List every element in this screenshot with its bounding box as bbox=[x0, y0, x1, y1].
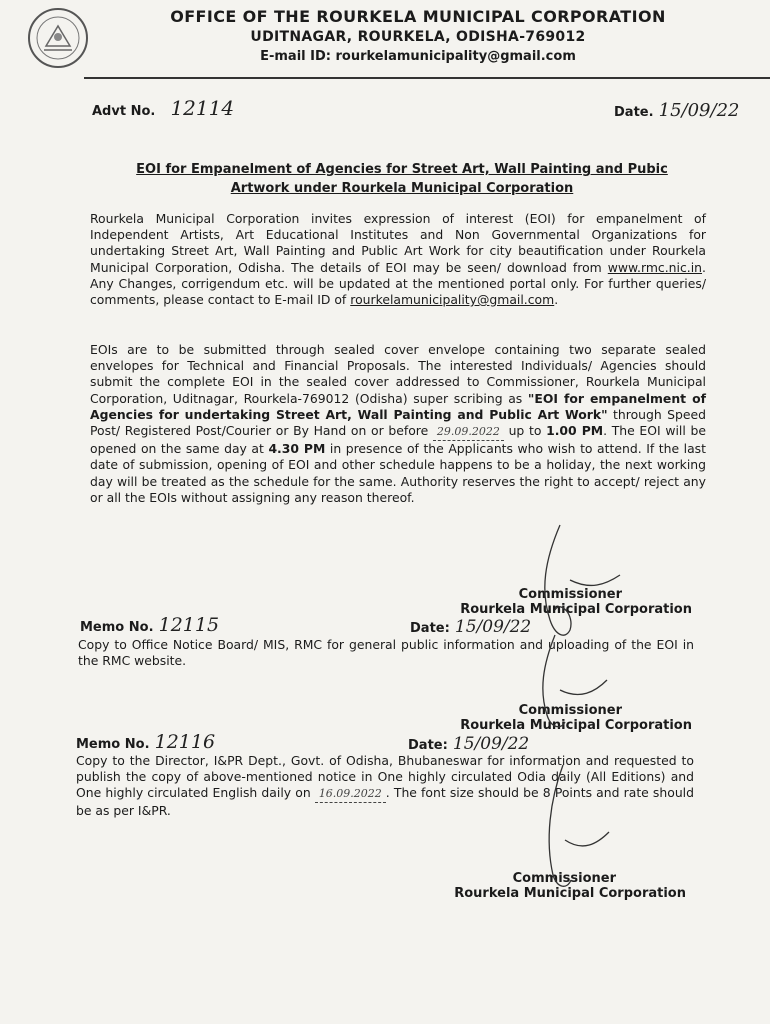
advt-date-value: 15/09/22 bbox=[658, 100, 740, 121]
memo2-text-b: . The font size should be 8 Points and rate should be as per I&PR. bbox=[76, 785, 694, 818]
notice-title bbox=[92, 160, 712, 198]
para1-text-a: Rourkela Municipal Corporation invites expression of interest (EOI) for empanelment of Independent Artists, Art Educational Institutes and Non Governmental Organizations for undertaking Street Art, Wall Painting and Public Art Work for city beautification under Rourkela Municipal Corporation, Odisha. The details of EOI may be seen/ download from bbox=[90, 211, 706, 275]
memo2-text-a: Copy to the Director, I&PR Dept., Govt. of Odisha, Bhubaneswar for information and requested to publish the copy of above-mentioned notice in One highly circulated Odia daily (All Editions) and One highly circulated English daily on bbox=[76, 753, 694, 800]
memo2-label: Memo No. bbox=[76, 737, 150, 752]
para2-text-d: . The EOI will be opened on the same day at bbox=[90, 423, 706, 457]
municipal-seal-icon bbox=[26, 6, 90, 70]
office-name: OFFICE OF THE ROURKELA MUNICIPAL CORPORATION bbox=[170, 7, 666, 26]
paragraph-intro bbox=[90, 211, 706, 308]
memo1-date-label: Date: bbox=[410, 621, 450, 636]
signature-title-2: Commissioner bbox=[518, 703, 622, 718]
signature-title-3: Commissioner bbox=[512, 871, 616, 886]
memo2-date-value: 15/09/22 bbox=[452, 734, 530, 754]
commissioner-signature-2 bbox=[515, 630, 615, 740]
para1-text-b: . Any Changes, corrigendum etc. will be updated at the mentioned portal only. For further queries/ comments, please contact to E-mail ID of bbox=[90, 259, 706, 308]
submission-date-fill: 29.09.2022 bbox=[433, 424, 504, 441]
memo2-number-value: 12116 bbox=[154, 731, 216, 753]
memo1-label: Memo No. bbox=[80, 620, 154, 635]
notice-title-line2: Artwork under Rourkela Municipal Corporation bbox=[230, 181, 574, 196]
para2-text-b: through Speed Post/ Registered Post/Courier or By Hand on or before bbox=[90, 406, 706, 439]
advt-date bbox=[614, 100, 739, 121]
office-address: UDITNAGAR, ROURKELA, ODISHA-769012 bbox=[250, 29, 586, 45]
submission-time: 1.00 PM bbox=[546, 423, 604, 439]
commissioner-signature-3 bbox=[515, 760, 615, 900]
signature-title: Commissioner bbox=[518, 587, 622, 602]
contact-email-link[interactable]: rourkelamunicipality@gmail.com bbox=[350, 292, 555, 308]
email-label: E-mail ID: bbox=[260, 49, 331, 64]
memo1-date-value: 15/09/22 bbox=[454, 617, 532, 637]
letterhead bbox=[118, 6, 718, 66]
advt-date-label: Date. bbox=[614, 105, 654, 120]
memo2-number bbox=[76, 731, 215, 753]
signature-org-2: Rourkela Municipal Corporation bbox=[460, 718, 692, 733]
office-email: rourkelamunicipality@gmail.com bbox=[335, 49, 576, 64]
signature-org: Rourkela Municipal Corporation bbox=[460, 602, 692, 617]
header-divider bbox=[84, 77, 770, 79]
memo2-date-label: Date: bbox=[408, 738, 448, 753]
notice-title-line1: EOI for Empanelment of Agencies for Street Art, Wall Painting and Pubic bbox=[136, 162, 668, 177]
para2-superscription: "EOI for empanelment of Agencies for undertaking Street Art, Wall Painting and Public Art Work" bbox=[90, 390, 706, 422]
advt-number bbox=[92, 96, 234, 120]
memo1-number bbox=[80, 614, 219, 636]
para2-text-c: up to bbox=[508, 423, 542, 439]
para1-text-c: . bbox=[554, 292, 559, 308]
advt-number-value: 12114 bbox=[170, 96, 235, 120]
advt-label: Advt No. bbox=[92, 104, 156, 119]
memo1-date bbox=[410, 617, 531, 637]
memo2-date bbox=[408, 734, 529, 754]
signature-org-3: Rourkela Municipal Corporation bbox=[454, 886, 686, 901]
publication-date-fill: 16.09.2022 bbox=[315, 786, 386, 803]
memo1-number-value: 12115 bbox=[158, 614, 220, 636]
memo1-text: Copy to Office Notice Board/ MIS, RMC for general public information and uploading of the EOI in the RMC website. bbox=[78, 637, 694, 668]
para2-text-a: EOIs are to be submitted through sealed cover envelope containing two separate sealed envelopes for Technical and Financial Proposals. The interested Individuals/ Agencies should submit the complete EOI in the sealed cover addressed to Commissioner, Rourkela Municipal Corporation, Uditnagar, Rourkela-769012 (Odisha) super scribing as bbox=[90, 342, 706, 406]
office-email-line bbox=[118, 47, 718, 66]
para2-text-e: in presence of the Applicants who wish to attend. If the last date of submission, opening of EOI and other schedule happens to be a holiday, the next working day will be treated as the schedule for the same. Authority reserves the right to accept/ reject any or all the EOIs without assigning any reason thereof. bbox=[90, 441, 706, 505]
rmc-website-link[interactable]: www.rmc.nic.in bbox=[607, 259, 703, 275]
paragraph-submission bbox=[90, 342, 706, 506]
opening-time: 4.30 PM bbox=[268, 441, 326, 457]
